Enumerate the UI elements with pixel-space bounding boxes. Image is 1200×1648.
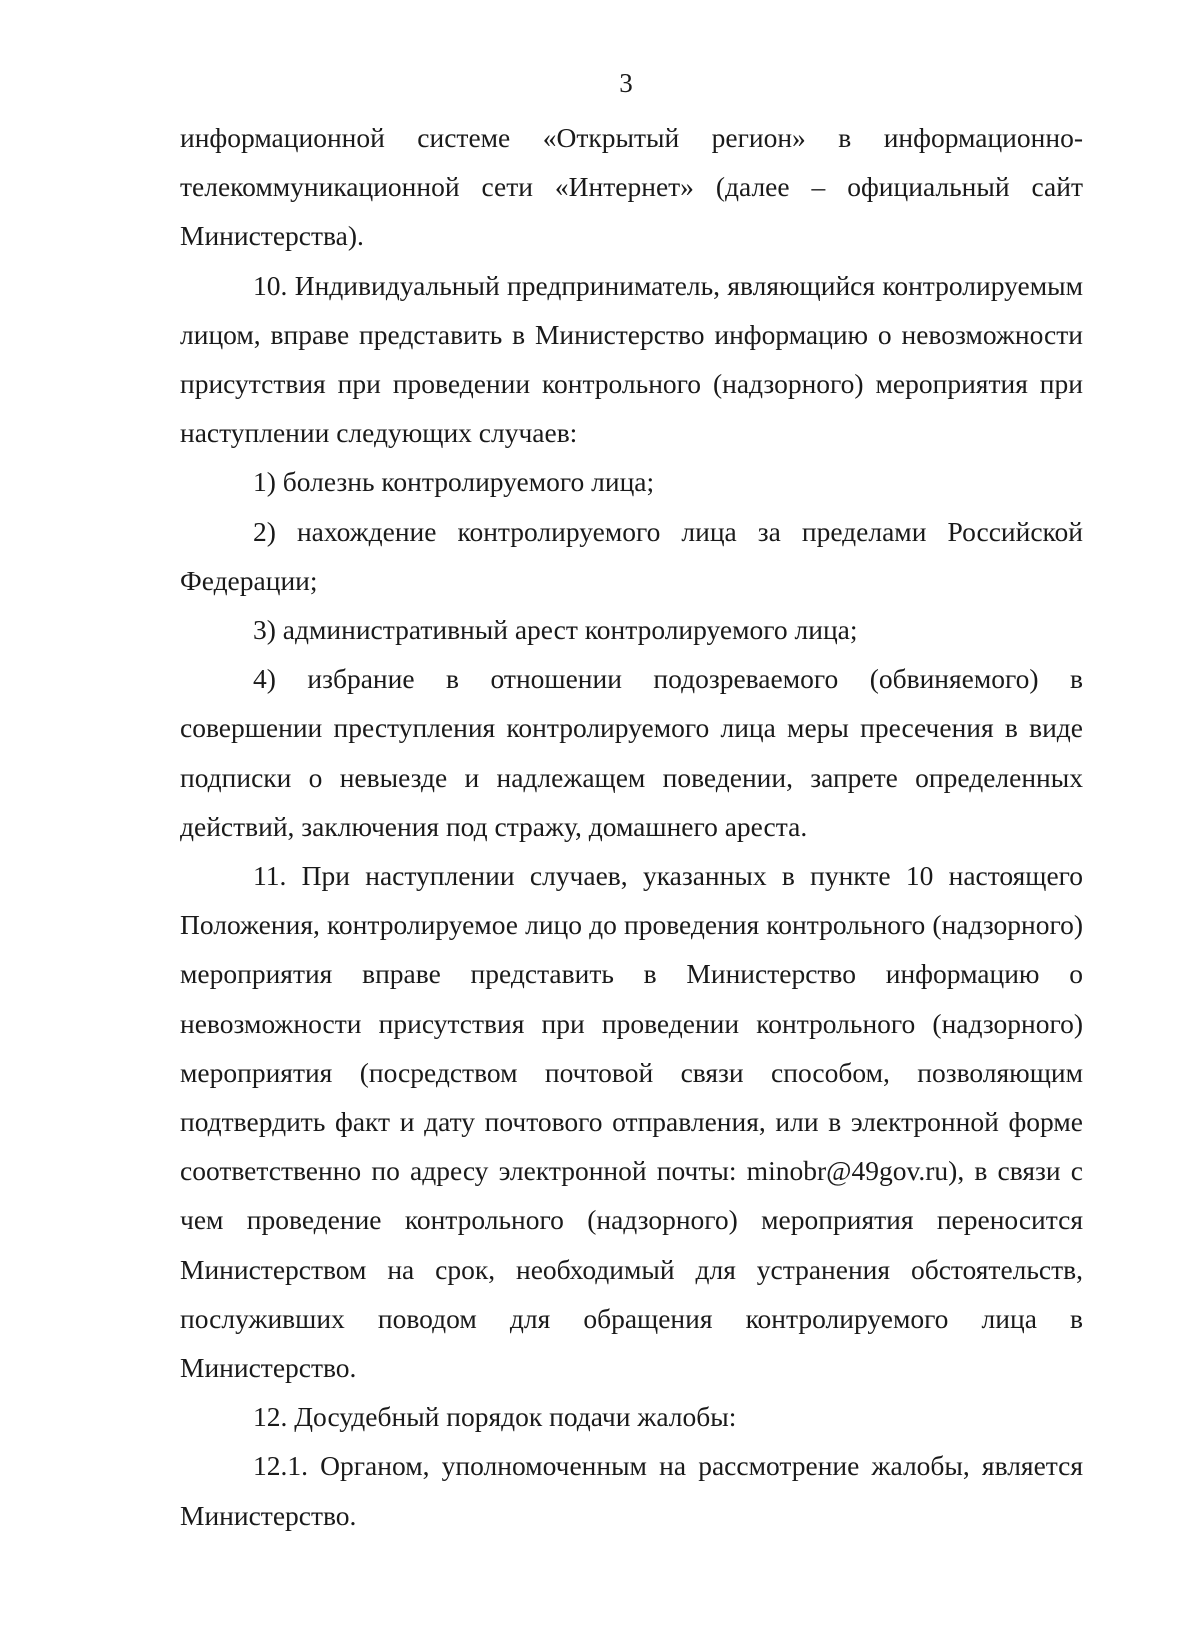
page-number: 3 [619, 68, 633, 98]
paragraph-item-10: 10. Индивидуальный предприниматель, являющийся контролируемым лицом, вправе представить в Министерство информацию о невозможности присутствия при проведении контрольного (надзорного) мероприятия при наступлении следующих случаев: [180, 269, 1083, 449]
paragraph-item-12: 12. Досудебный порядок подачи жалобы: [253, 1401, 737, 1433]
list-item-1: 1) болезнь контролируемого лица; [253, 466, 655, 498]
list-item-3: 3) административный арест контролируемого лица; [253, 614, 858, 646]
list-item-2: 2) нахождение контролируемого лица за пределами Российской Федерации; [180, 515, 1083, 596]
paragraph-continuation: информационной системе «Открытый регион» в информационно-телекоммуникационной сети «Интернет» (далее – официальный сайт Министерства). [180, 122, 1083, 252]
list-item-4: 4) избрание в отношении подозреваемого (обвиняемого) в совершении преступления контролируемого лица меры пресечения в виде подписки о невыезде и надлежащем поведении, запрете определенных действий, заключения под стражу, домашнего ареста. [180, 663, 1083, 842]
document-body [180, 113, 1083, 1540]
paragraph-item-11: 11. При наступлении случаев, указанных в пункте 10 настоящего Положения, контролируемое лицо до проведения контрольного (надзорного) мероприятия вправе представить в Министерство информацию о невозможности присутствия при проведении контрольного (надзорного) мероприятия (посредством почтовой связи способом, позволяющим подтвердить факт и дату почтового отправления, или в электронной форме соответственно по адресу электронной почты: minobr@49gov.ru), в связи с чем проведение контрольного (надзорного) мероприятия переносится Министерством на срок, необходимый для устранения обстоятельств, послуживших поводом для обращения контролируемого лица в Министерство. [180, 860, 1083, 1384]
paragraph-item-12-1: 12.1. Органом, уполномоченным на рассмотрение жалобы, является Министерство. [180, 1450, 1083, 1531]
